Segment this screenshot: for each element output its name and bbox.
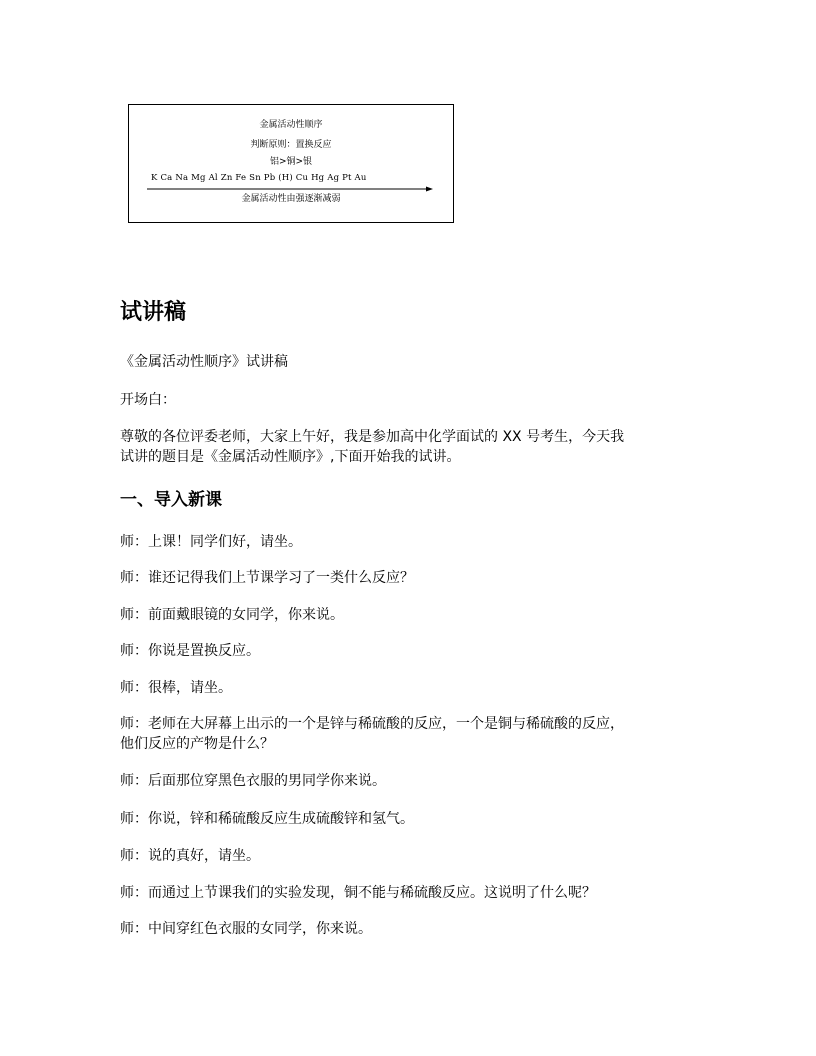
dialogue-line: 师：而通过上节课我们的实验发现，铜不能与稀硫酸反应。这说明了什么呢？ [120,885,596,901]
dialogue-line: 师：后面那位穿黑色衣服的男同学你来说。 [120,773,386,789]
figure-caption: 金属活动性由强逐渐减弱 [241,194,341,204]
figure-title: 金属活动性顺序 [259,120,323,130]
dialogue-line: 师：你说，锌和稀硫酸反应生成硫酸锌和氢气。 [120,811,414,827]
activity-arrow [147,185,433,193]
section-heading: 一、导入新课 [120,490,222,510]
dialogue-line: 师：说的真好，请坐。 [120,848,260,864]
document-title: 试讲稿 [120,300,187,325]
dialogue-line: 师：前面戴眼镜的女同学，你来说。 [120,607,344,623]
dialogue-line: 他们反应的产物是什么？ [120,736,274,752]
dialogue-line: 师：上课！同学们好，请坐。 [120,534,302,550]
metal-series: K Ca Na Mg Al Zn Fe Sn Pb (H) Cu Hg Ag Pt Au [151,173,367,183]
figure-comparison: 铝>铜>银 [269,157,313,167]
figure-rule: 判断原则：置换反应 [250,140,332,150]
document-subtitle: 《金属活动性顺序》试讲稿 [120,354,288,370]
dialogue-line: 师：你说是置换反应。 [120,643,260,659]
dialogue-line: 师：谁还记得我们上节课学习了一类什么反应？ [120,570,414,586]
metal-activity-figure [128,104,454,223]
dialogue-line: 师：中间穿红色衣服的女同学，你来说。 [120,921,372,937]
opening-label: 开场白： [120,392,176,408]
intro-paragraph-line: 尊敬的各位评委老师，大家上午好，我是参加高中化学面试的 XX 号考生，今天我 [120,429,625,445]
dialogue-line: 师：很棒，请坐。 [120,680,232,696]
dialogue-line: 师：老师在大屏幕上出示的一个是锌与稀硫酸的反应，一个是铜与稀硫酸的反应， [120,716,624,732]
intro-paragraph-line: 试讲的题目是《金属活动性顺序》,下面开始我的试讲。 [120,449,461,465]
